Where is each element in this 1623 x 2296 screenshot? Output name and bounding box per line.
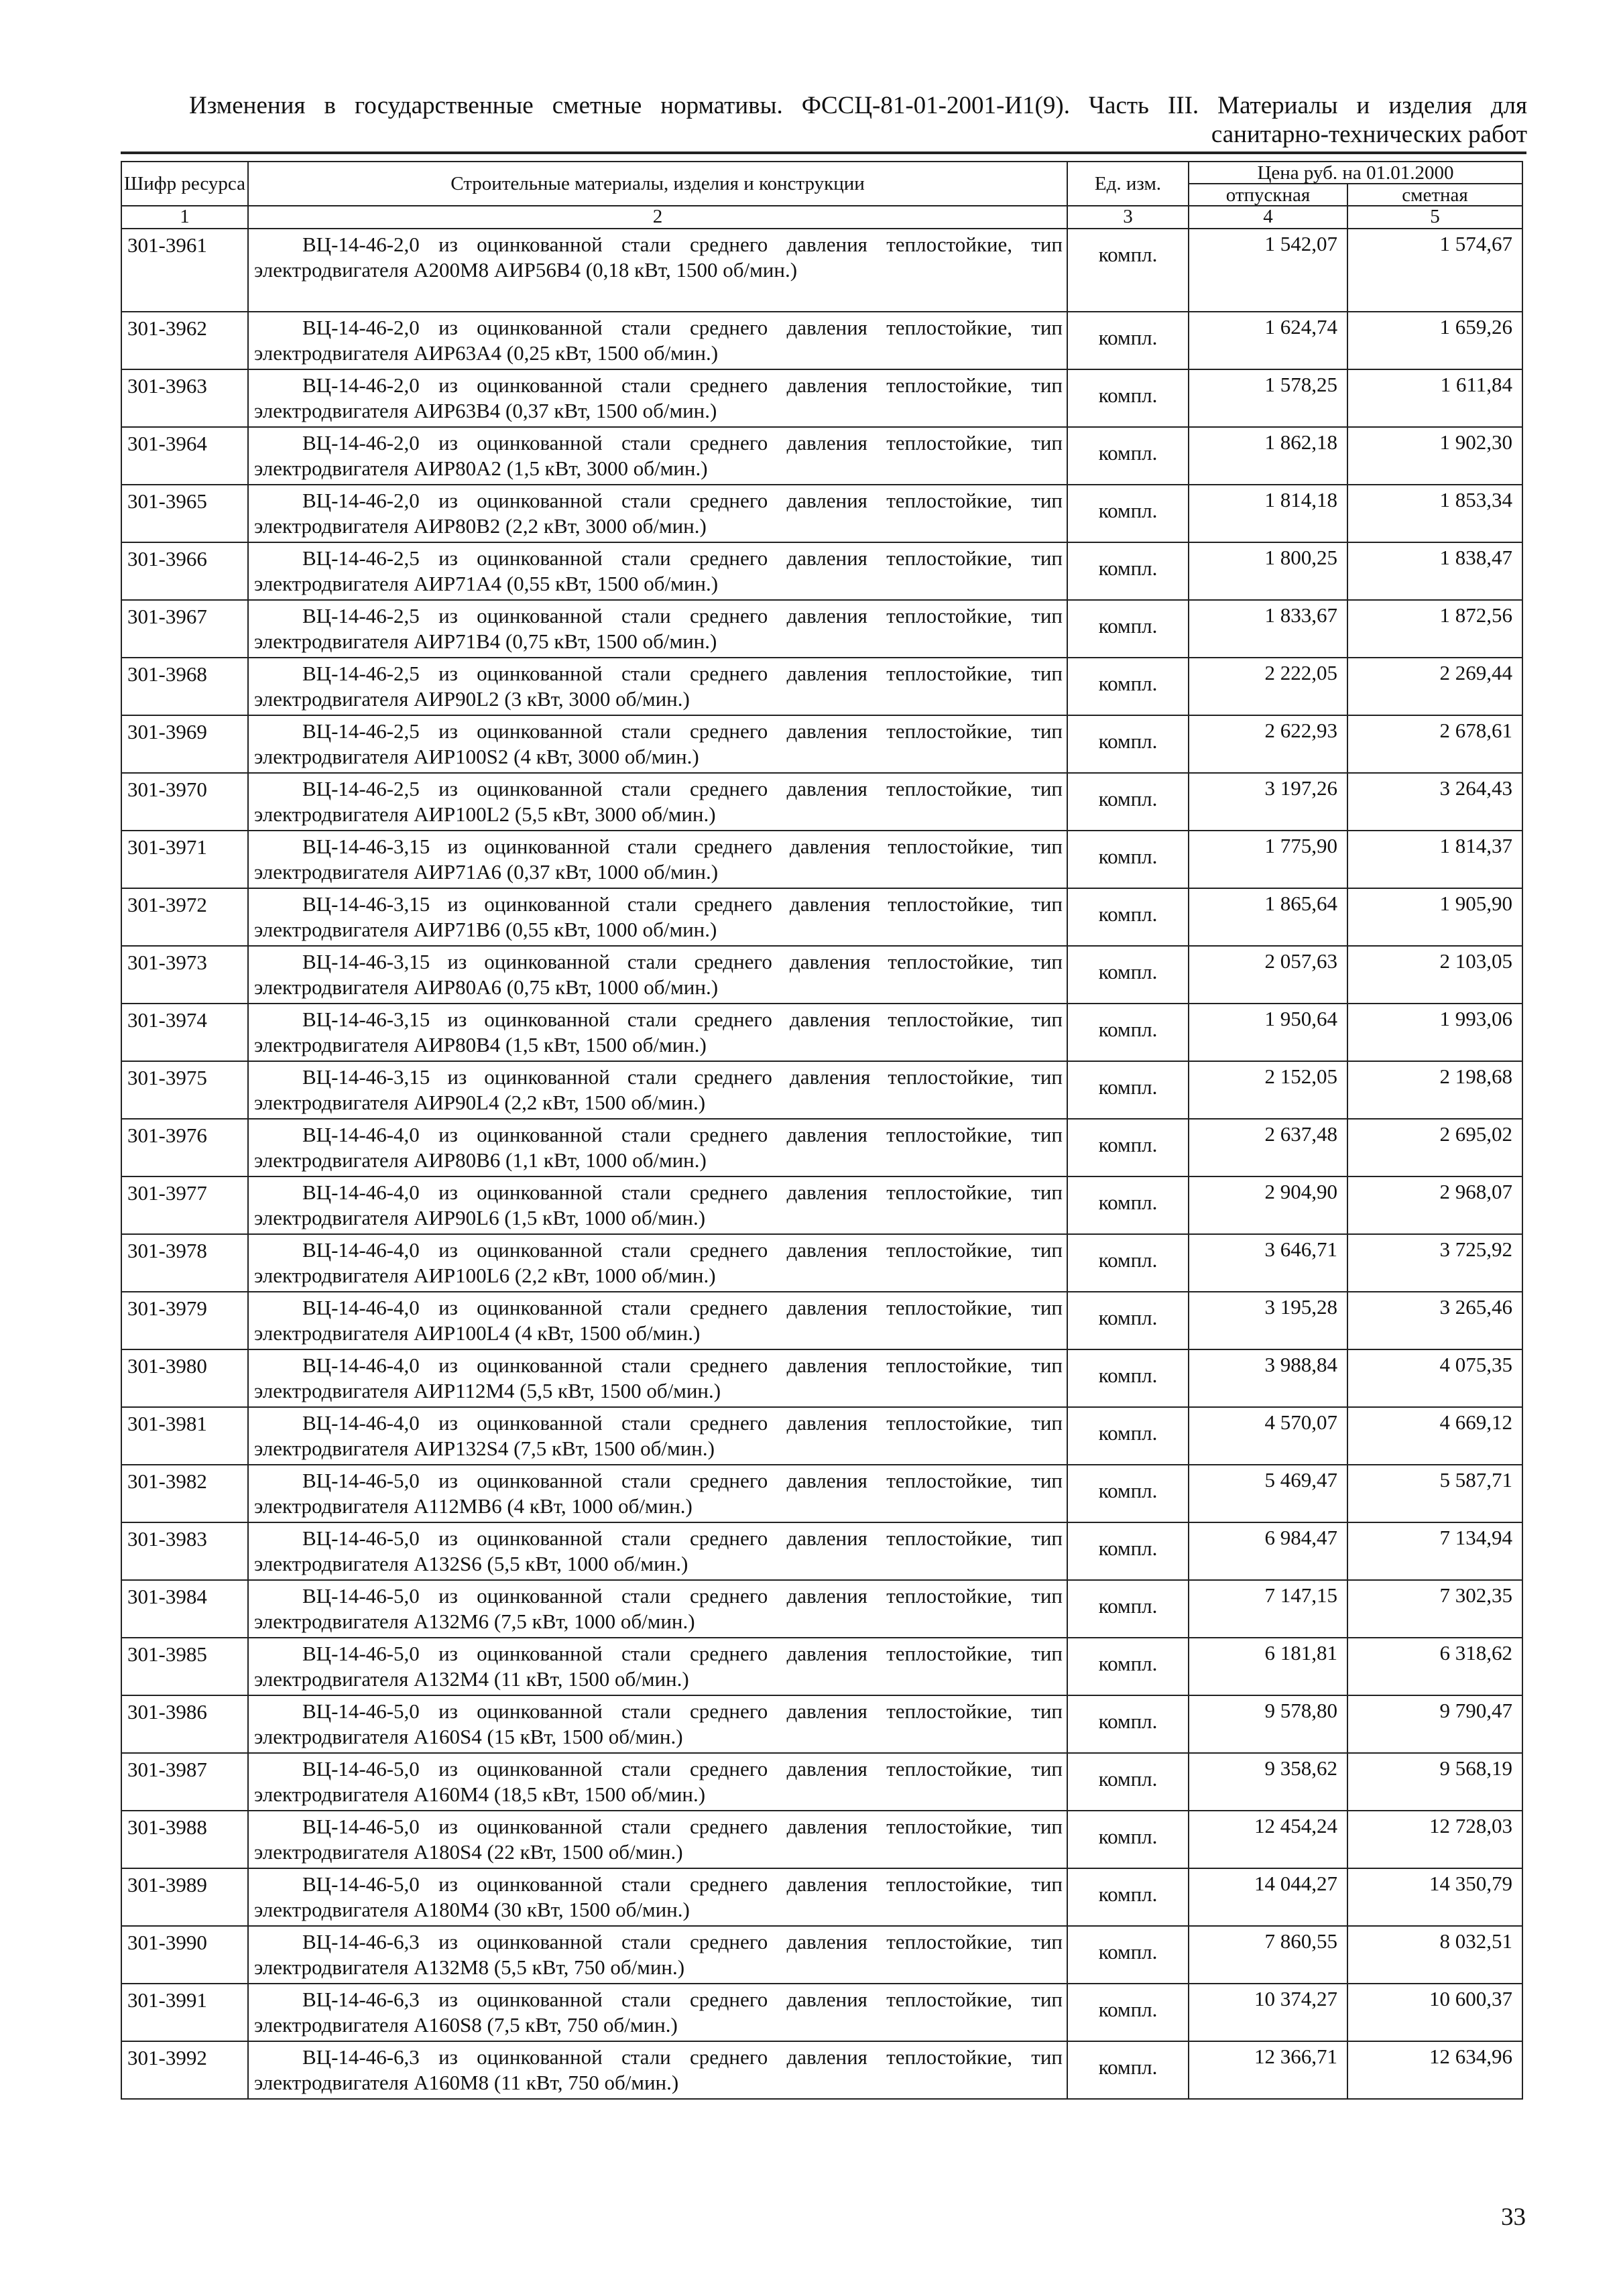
description-text: ВЦ-14-46-4,0 из оцинкованной стали среднего давления теплостойкие, тип электродвигателя АИР80В6 (1,1 кВт, 1000 об/мин.): [254, 1123, 1063, 1172]
table-row: [121, 1407, 1522, 1465]
unit-cell: компл.: [1067, 1753, 1189, 1811]
release-price-cell: 5 469,47: [1189, 1465, 1347, 1522]
description-text: ВЦ-14-46-2,5 из оцинкованной стали среднего давления теплостойкие, тип электродвигателя АИР90L2 (3 кВт, 3000 об/мин.): [254, 662, 1063, 711]
material-description-cell: [248, 1926, 1067, 1984]
release-price-cell: 9 578,80: [1189, 1695, 1347, 1753]
estimate-price-cell: 3 264,43: [1347, 773, 1522, 831]
unit-cell: компл.: [1067, 1176, 1189, 1234]
estimate-price-cell: 12 728,03: [1347, 1811, 1522, 1868]
description-text: ВЦ-14-46-2,5 из оцинкованной стали среднего давления теплостойкие, тип электродвигателя АИР71А4 (0,55 кВт, 1500 об/мин.): [254, 546, 1063, 595]
unit-cell: компл.: [1067, 1061, 1189, 1119]
resource-code-cell: 301-3967: [121, 600, 248, 658]
material-description-cell: [248, 715, 1067, 773]
unit-cell: компл.: [1067, 1638, 1189, 1695]
description-text: ВЦ-14-46-5,0 из оцинкованной стали среднего давления теплостойкие, тип электродвигателя А132М6 (7,5 кВт, 1000 об/мин.): [254, 1584, 1063, 1633]
estimate-price-cell: 7 134,94: [1347, 1522, 1522, 1580]
unit-cell: компл.: [1067, 1349, 1189, 1407]
column-number-row: [121, 206, 1522, 229]
material-description-cell: [248, 600, 1067, 658]
description-text: ВЦ-14-46-4,0 из оцинкованной стали среднего давления теплостойкие, тип электродвигателя АИР90L6 (1,5 кВт, 1000 об/мин.): [254, 1181, 1063, 1229]
resource-code-cell: 301-3979: [121, 1292, 248, 1349]
description-text: ВЦ-14-46-3,15 из оцинкованной стали среднего давления теплостойкие, тип электродвигателя АИР80А6 (0,75 кВт, 1000 об/мин.): [254, 950, 1063, 999]
estimate-price-cell: 2 103,05: [1347, 946, 1522, 1004]
header-unit: Ед. изм.: [1067, 162, 1189, 206]
unit-cell: компл.: [1067, 1522, 1189, 1580]
material-description-cell: [248, 1580, 1067, 1638]
resource-code-cell: 301-3961: [121, 229, 248, 312]
release-price-cell: 1 814,18: [1189, 485, 1347, 542]
table-row: [121, 229, 1522, 312]
description-text: ВЦ-14-46-2,5 из оцинкованной стали среднего давления теплостойкие, тип электродвигателя АИР100S2 (4 кВт, 3000 об/мин.): [254, 719, 1063, 768]
table-row: [121, 658, 1522, 715]
description-text: ВЦ-14-46-5,0 из оцинкованной стали среднего давления теплостойкие, тип электродвигателя А180М4 (30 кВт, 1500 об/мин.): [254, 1872, 1063, 1921]
description-text: ВЦ-14-46-5,0 из оцинкованной стали среднего давления теплостойкие, тип электродвигателя А132М4 (11 кВт, 1500 об/мин.): [254, 1642, 1063, 1691]
material-description-cell: [248, 888, 1067, 946]
estimate-price-cell: 8 032,51: [1347, 1926, 1522, 1984]
release-price-cell: 1 950,64: [1189, 1004, 1347, 1061]
header-line-1: Изменения в государственные сметные нормативы. ФССЦ-81-01-2001-И1(9). Часть III. Материалы и изделия для: [189, 92, 1527, 119]
estimate-price-cell: 3 725,92: [1347, 1234, 1522, 1292]
description-text: ВЦ-14-46-4,0 из оцинкованной стали среднего давления теплостойкие, тип электродвигателя АИР100L4 (4 кВт, 1500 об/мин.): [254, 1296, 1063, 1345]
resource-code-cell: 301-3980: [121, 1349, 248, 1407]
resource-code-cell: 301-3972: [121, 888, 248, 946]
material-description-cell: [248, 1868, 1067, 1926]
release-price-cell: 12 366,71: [1189, 2041, 1347, 2099]
release-price-cell: 2 152,05: [1189, 1061, 1347, 1119]
estimate-price-cell: 4 075,35: [1347, 1349, 1522, 1407]
header-rule: [121, 152, 1526, 154]
table-row: [121, 312, 1522, 369]
release-price-cell: 1 865,64: [1189, 888, 1347, 946]
material-description-cell: [248, 1811, 1067, 1868]
release-price-cell: 6 984,47: [1189, 1522, 1347, 1580]
estimate-price-cell: 1 814,37: [1347, 831, 1522, 888]
table-row: [121, 1004, 1522, 1061]
release-price-cell: 3 197,26: [1189, 773, 1347, 831]
estimate-price-cell: 5 587,71: [1347, 1465, 1522, 1522]
table-row: [121, 1292, 1522, 1349]
material-description-cell: [248, 1984, 1067, 2041]
table-row: [121, 1695, 1522, 1753]
table-row: [121, 1868, 1522, 1926]
estimate-price-cell: 1 611,84: [1347, 369, 1522, 427]
unit-cell: компл.: [1067, 1004, 1189, 1061]
material-description-cell: [248, 1407, 1067, 1465]
material-description-cell: [248, 2041, 1067, 2099]
column-number: 2: [248, 206, 1067, 229]
release-price-cell: 2 222,05: [1189, 658, 1347, 715]
description-text: ВЦ-14-46-5,0 из оцинкованной стали среднего давления теплостойкие, тип электродвигателя А132S6 (5,5 кВт, 1000 об/мин.): [254, 1526, 1063, 1575]
unit-cell: компл.: [1067, 2041, 1189, 2099]
estimate-price-cell: 2 678,61: [1347, 715, 1522, 773]
resource-code-cell: 301-3983: [121, 1522, 248, 1580]
description-text: ВЦ-14-46-2,5 из оцинкованной стали среднего давления теплостойкие, тип электродвигателя АИР100L2 (5,5 кВт, 3000 об/мин.): [254, 777, 1063, 826]
unit-cell: компл.: [1067, 1407, 1189, 1465]
estimate-price-cell: 10 600,37: [1347, 1984, 1522, 2041]
material-description-cell: [248, 1119, 1067, 1176]
description-text: ВЦ-14-46-3,15 из оцинкованной стали среднего давления теплостойкие, тип электродвигателя АИР71В6 (0,55 кВт, 1000 об/мин.): [254, 892, 1063, 941]
table-row: [121, 773, 1522, 831]
estimate-price-cell: 1 872,56: [1347, 600, 1522, 658]
header-line-2: санитарно-технических работ: [1211, 121, 1527, 148]
release-price-cell: 7 147,15: [1189, 1580, 1347, 1638]
table-row: [121, 1811, 1522, 1868]
table-row: [121, 1349, 1522, 1407]
resource-code-cell: 301-3970: [121, 773, 248, 831]
resource-code-cell: 301-3974: [121, 1004, 248, 1061]
material-description-cell: [248, 485, 1067, 542]
unit-cell: компл.: [1067, 1580, 1189, 1638]
unit-cell: компл.: [1067, 1119, 1189, 1176]
unit-cell: компл.: [1067, 229, 1189, 312]
table-row: [121, 2041, 1522, 2099]
release-price-cell: 9 358,62: [1189, 1753, 1347, 1811]
material-description-cell: [248, 229, 1067, 312]
table-row: [121, 427, 1522, 485]
table-row: [121, 1061, 1522, 1119]
resource-code-cell: 301-3986: [121, 1695, 248, 1753]
unit-cell: компл.: [1067, 831, 1189, 888]
header-release-price: отпускная: [1189, 184, 1347, 206]
material-description-cell: [248, 1234, 1067, 1292]
release-price-cell: 2 637,48: [1189, 1119, 1347, 1176]
resource-code-cell: 301-3992: [121, 2041, 248, 2099]
unit-cell: компл.: [1067, 1695, 1189, 1753]
unit-cell: компл.: [1067, 1811, 1189, 1868]
estimate-price-cell: 6 318,62: [1347, 1638, 1522, 1695]
release-price-cell: 1 833,67: [1189, 600, 1347, 658]
material-description-cell: [248, 542, 1067, 600]
description-text: ВЦ-14-46-2,0 из оцинкованной стали среднего давления теплостойкие, тип электродвигателя А200М8 АИР56В4 (0,18 кВт, 1500 об/мин.): [254, 233, 1063, 282]
estimate-price-cell: 1 993,06: [1347, 1004, 1522, 1061]
unit-cell: компл.: [1067, 1868, 1189, 1926]
description-text: ВЦ-14-46-4,0 из оцинкованной стали среднего давления теплостойкие, тип электродвигателя АИР112М4 (5,5 кВт, 1500 об/мин.): [254, 1353, 1063, 1402]
unit-cell: компл.: [1067, 312, 1189, 369]
estimate-price-cell: 14 350,79: [1347, 1868, 1522, 1926]
description-text: ВЦ-14-46-5,0 из оцинкованной стали среднего давления теплостойкие, тип электродвигателя А160М4 (18,5 кВт, 1500 об/мин.): [254, 1757, 1063, 1806]
table-row: [121, 1465, 1522, 1522]
estimate-price-cell: 12 634,96: [1347, 2041, 1522, 2099]
resource-code-cell: 301-3969: [121, 715, 248, 773]
resource-code-cell: 301-3978: [121, 1234, 248, 1292]
estimate-price-cell: 2 198,68: [1347, 1061, 1522, 1119]
material-description-cell: [248, 831, 1067, 888]
material-description-cell: [248, 658, 1067, 715]
unit-cell: компл.: [1067, 773, 1189, 831]
table-row: [121, 888, 1522, 946]
unit-cell: компл.: [1067, 485, 1189, 542]
table-row: [121, 1638, 1522, 1695]
unit-cell: компл.: [1067, 369, 1189, 427]
column-number: 5: [1347, 206, 1522, 229]
release-price-cell: 2 904,90: [1189, 1176, 1347, 1234]
header-price-group: Цена руб. на 01.01.2000: [1189, 162, 1522, 184]
material-description-cell: [248, 1004, 1067, 1061]
material-description-cell: [248, 1638, 1067, 1695]
estimate-price-cell: 9 568,19: [1347, 1753, 1522, 1811]
table-row: [121, 369, 1522, 427]
release-price-cell: 2 057,63: [1189, 946, 1347, 1004]
material-description-cell: [248, 1176, 1067, 1234]
release-price-cell: 7 860,55: [1189, 1926, 1347, 1984]
column-number: 3: [1067, 206, 1189, 229]
unit-cell: компл.: [1067, 542, 1189, 600]
estimate-price-cell: 7 302,35: [1347, 1580, 1522, 1638]
estimate-price-cell: 2 269,44: [1347, 658, 1522, 715]
resource-code-cell: 301-3971: [121, 831, 248, 888]
resource-code-cell: 301-3968: [121, 658, 248, 715]
material-description-cell: [248, 1349, 1067, 1407]
resource-code-cell: 301-3963: [121, 369, 248, 427]
unit-cell: компл.: [1067, 1465, 1189, 1522]
unit-cell: компл.: [1067, 1234, 1189, 1292]
resource-code-cell: 301-3976: [121, 1119, 248, 1176]
resource-code-cell: 301-3991: [121, 1984, 248, 2041]
description-text: ВЦ-14-46-2,0 из оцинкованной стали среднего давления теплостойкие, тип электродвигателя АИР80В2 (2,2 кВт, 3000 об/мин.): [254, 489, 1063, 538]
description-text: ВЦ-14-46-6,3 из оцинкованной стали среднего давления теплостойкие, тип электродвигателя А132М8 (5,5 кВт, 750 об/мин.): [254, 1930, 1063, 1979]
table-body: [121, 229, 1522, 2099]
description-text: ВЦ-14-46-2,0 из оцинкованной стали среднего давления теплостойкие, тип электродвигателя АИР80А2 (1,5 кВт, 3000 об/мин.): [254, 431, 1063, 480]
description-text: ВЦ-14-46-2,0 из оцинкованной стали среднего давления теплостойкие, тип электродвигателя АИР63В4 (0,37 кВт, 1500 об/мин.): [254, 373, 1063, 422]
release-price-cell: 12 454,24: [1189, 1811, 1347, 1868]
resource-code-cell: 301-3987: [121, 1753, 248, 1811]
unit-cell: компл.: [1067, 600, 1189, 658]
release-price-cell: 1 862,18: [1189, 427, 1347, 485]
table-row: [121, 1926, 1522, 1984]
description-text: ВЦ-14-46-3,15 из оцинкованной стали среднего давления теплостойкие, тип электродвигателя АИР80В4 (1,5 кВт, 1500 об/мин.): [254, 1008, 1063, 1056]
estimate-price-cell: 2 695,02: [1347, 1119, 1522, 1176]
release-price-cell: 3 195,28: [1189, 1292, 1347, 1349]
description-text: ВЦ-14-46-3,15 из оцинкованной стали среднего давления теплостойкие, тип электродвигателя АИР71А6 (0,37 кВт, 1000 об/мин.): [254, 835, 1063, 884]
unit-cell: компл.: [1067, 888, 1189, 946]
unit-cell: компл.: [1067, 1292, 1189, 1349]
description-text: ВЦ-14-46-6,3 из оцинкованной стали среднего давления теплостойкие, тип электродвигателя А160М8 (11 кВт, 750 об/мин.): [254, 2045, 1063, 2094]
header-estimate-price: сметная: [1347, 184, 1522, 206]
resource-code-cell: 301-3989: [121, 1868, 248, 1926]
resource-code-cell: 301-3985: [121, 1638, 248, 1695]
resource-code-cell: 301-3975: [121, 1061, 248, 1119]
description-text: ВЦ-14-46-4,0 из оцинкованной стали среднего давления теплостойкие, тип электродвигателя АИР100L6 (2,2 кВт, 1000 об/мин.): [254, 1238, 1063, 1287]
resource-code-cell: 301-3964: [121, 427, 248, 485]
material-description-cell: [248, 427, 1067, 485]
release-price-cell: 3 988,84: [1189, 1349, 1347, 1407]
material-description-cell: [248, 1522, 1067, 1580]
unit-cell: компл.: [1067, 715, 1189, 773]
header-name: Строительные материалы, изделия и конструкции: [248, 162, 1067, 206]
description-text: ВЦ-14-46-5,0 из оцинкованной стали среднего давления теплостойкие, тип электродвигателя А180S4 (22 кВт, 1500 об/мин.): [254, 1815, 1063, 1864]
material-description-cell: [248, 312, 1067, 369]
table-row: [121, 1234, 1522, 1292]
unit-cell: компл.: [1067, 427, 1189, 485]
resource-code-cell: 301-3988: [121, 1811, 248, 1868]
release-price-cell: 14 044,27: [1189, 1868, 1347, 1926]
description-text: ВЦ-14-46-5,0 из оцинкованной стали среднего давления теплостойкие, тип электродвигателя А160S4 (15 кВт, 1500 об/мин.): [254, 1699, 1063, 1748]
table-row: [121, 1176, 1522, 1234]
table-row: [121, 1753, 1522, 1811]
description-text: ВЦ-14-46-6,3 из оцинкованной стали среднего давления теплостойкие, тип электродвигателя А160S8 (7,5 кВт, 750 об/мин.): [254, 1988, 1063, 2037]
table-row: [121, 946, 1522, 1004]
resource-code-cell: 301-3981: [121, 1407, 248, 1465]
estimate-price-cell: 1 574,67: [1347, 229, 1522, 312]
table-row: [121, 600, 1522, 658]
estimate-price-cell: 1 838,47: [1347, 542, 1522, 600]
material-description-cell: [248, 1753, 1067, 1811]
material-description-cell: [248, 1695, 1067, 1753]
release-price-cell: 6 181,81: [1189, 1638, 1347, 1695]
column-number: 4: [1189, 206, 1347, 229]
resource-code-cell: 301-3965: [121, 485, 248, 542]
table-row: [121, 831, 1522, 888]
release-price-cell: 4 570,07: [1189, 1407, 1347, 1465]
table-row: [121, 1580, 1522, 1638]
resource-code-cell: 301-3973: [121, 946, 248, 1004]
table-row: [121, 1119, 1522, 1176]
resource-code-cell: 301-3990: [121, 1926, 248, 1984]
unit-cell: компл.: [1067, 946, 1189, 1004]
material-description-cell: [248, 946, 1067, 1004]
resource-code-cell: 301-3966: [121, 542, 248, 600]
release-price-cell: 1 542,07: [1189, 229, 1347, 312]
release-price-cell: 10 374,27: [1189, 1984, 1347, 2041]
resource-code-cell: 301-3962: [121, 312, 248, 369]
description-text: ВЦ-14-46-2,0 из оцинкованной стали среднего давления теплостойкие, тип электродвигателя АИР63А4 (0,25 кВт, 1500 об/мин.): [254, 316, 1063, 365]
document-header: [189, 91, 1527, 149]
material-description-cell: [248, 1292, 1067, 1349]
release-price-cell: 1 578,25: [1189, 369, 1347, 427]
table-row: [121, 1984, 1522, 2041]
material-description-cell: [248, 773, 1067, 831]
estimate-price-cell: 2 968,07: [1347, 1176, 1522, 1234]
release-price-cell: 2 622,93: [1189, 715, 1347, 773]
price-table: [121, 161, 1523, 2100]
description-text: ВЦ-14-46-5,0 из оцинкованной стали среднего давления теплостойкие, тип электродвигателя А112МВ6 (4 кВт, 1000 об/мин.): [254, 1469, 1063, 1518]
table-row: [121, 1522, 1522, 1580]
header-code: Шифр ресурса: [121, 162, 248, 206]
resource-code-cell: 301-3984: [121, 1580, 248, 1638]
estimate-price-cell: 9 790,47: [1347, 1695, 1522, 1753]
unit-cell: компл.: [1067, 658, 1189, 715]
unit-cell: компл.: [1067, 1926, 1189, 1984]
unit-cell: компл.: [1067, 1984, 1189, 2041]
estimate-price-cell: 1 905,90: [1347, 888, 1522, 946]
release-price-cell: 1 800,25: [1189, 542, 1347, 600]
estimate-price-cell: 1 902,30: [1347, 427, 1522, 485]
description-text: ВЦ-14-46-4,0 из оцинкованной стали среднего давления теплостойкие, тип электродвигателя АИР132S4 (7,5 кВт, 1500 об/мин.): [254, 1411, 1063, 1460]
material-description-cell: [248, 1061, 1067, 1119]
estimate-price-cell: 1 659,26: [1347, 312, 1522, 369]
material-description-cell: [248, 369, 1067, 427]
resource-code-cell: 301-3982: [121, 1465, 248, 1522]
estimate-price-cell: 4 669,12: [1347, 1407, 1522, 1465]
description-text: ВЦ-14-46-2,5 из оцинкованной стали среднего давления теплостойкие, тип электродвигателя АИР71В4 (0,75 кВт, 1500 об/мин.): [254, 604, 1063, 653]
material-description-cell: [248, 1465, 1067, 1522]
column-number: 1: [121, 206, 248, 229]
table-row: [121, 542, 1522, 600]
release-price-cell: 1 624,74: [1189, 312, 1347, 369]
release-price-cell: 3 646,71: [1189, 1234, 1347, 1292]
table-row: [121, 485, 1522, 542]
description-text: ВЦ-14-46-3,15 из оцинкованной стали среднего давления теплостойкие, тип электродвигателя АИР90L4 (2,2 кВт, 1500 об/мин.): [254, 1065, 1063, 1114]
estimate-price-cell: 3 265,46: [1347, 1292, 1522, 1349]
release-price-cell: 1 775,90: [1189, 831, 1347, 888]
resource-code-cell: 301-3977: [121, 1176, 248, 1234]
page-number: 33: [1501, 2203, 1526, 2231]
table-row: [121, 715, 1522, 773]
estimate-price-cell: 1 853,34: [1347, 485, 1522, 542]
